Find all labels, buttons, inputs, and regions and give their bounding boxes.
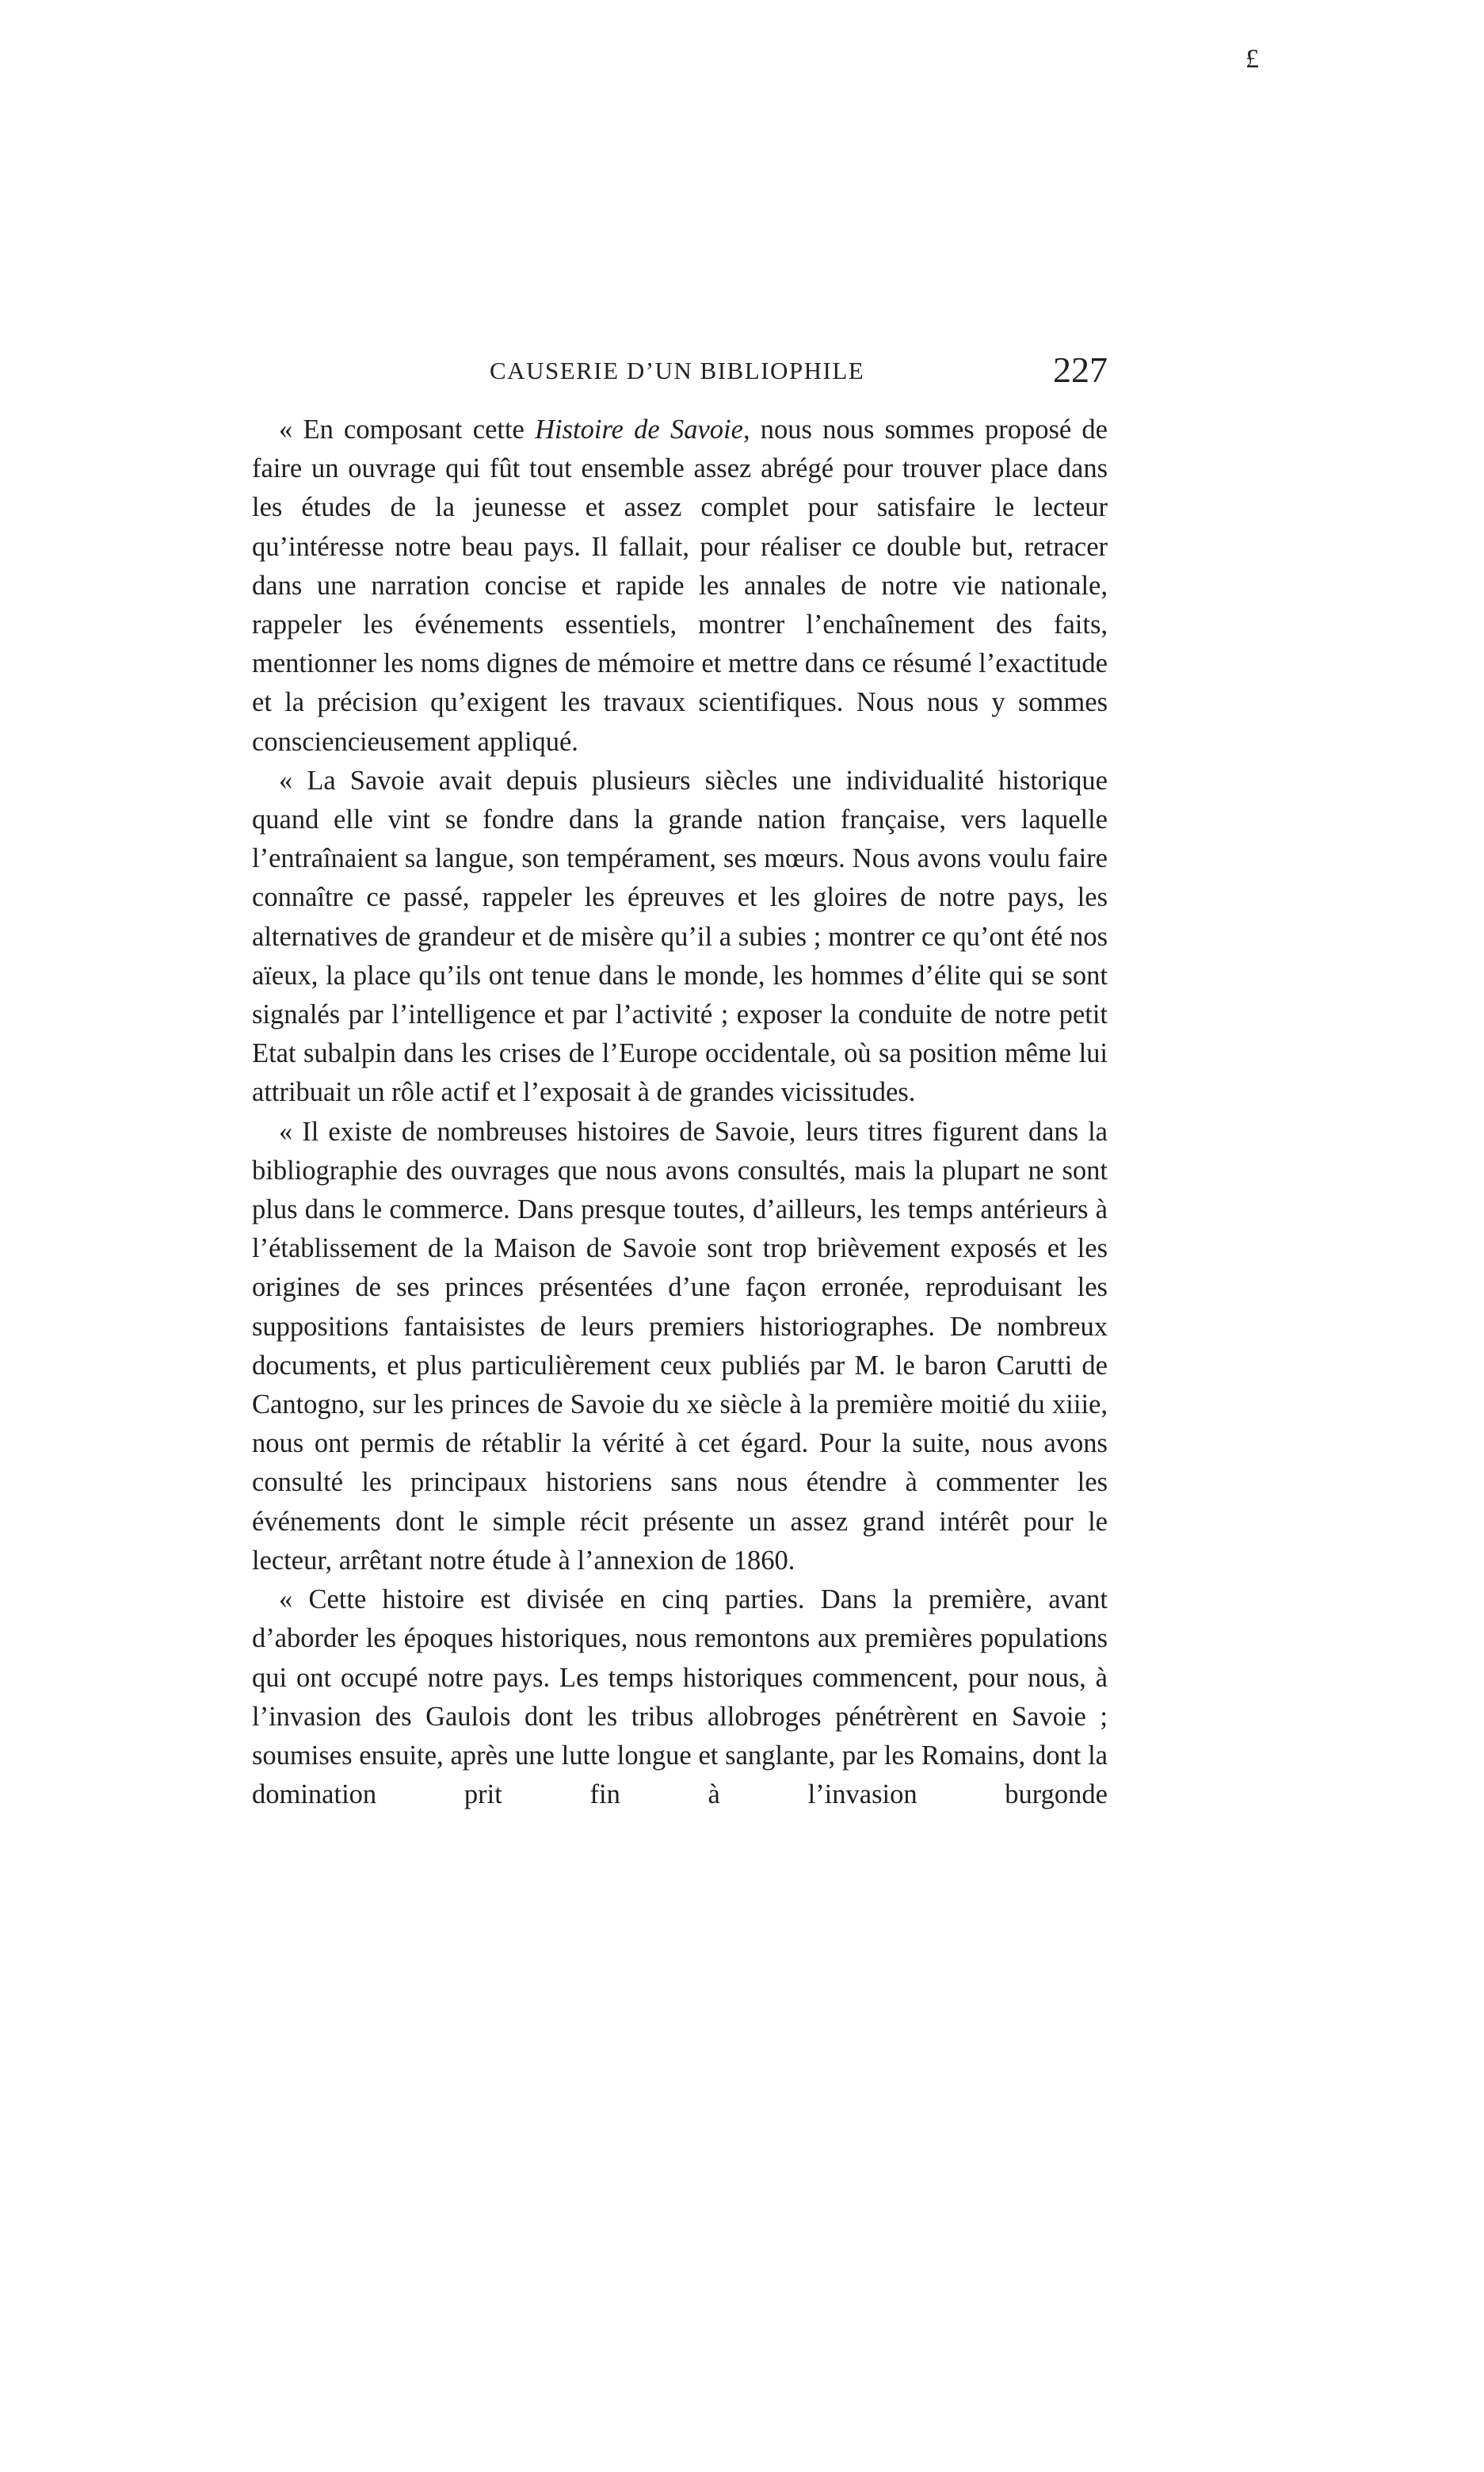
- paragraph-1-opening: « En composant cette: [279, 415, 536, 445]
- page-number: 227: [1053, 350, 1108, 390]
- paragraph-3: « Il existe de nombreuses histoires de Savoie, leurs titres figurent dans la bibliographie des ouvrages que nous avons consultés, mais la plupart ne sont plus dans le commerce. Dans presque toutes, d’ailleurs, les temps antérieurs à l’établissement de la Maison de Savoie sont trop brièvement exposés et les origines de ses princes présentées d’une façon erronée, reproduisant les suppositions fantaisistes de leurs premiers historiographes. De nombreux documents, et plus particulièrement ceux publiés par M. le baron Carutti de Cantogno, sur les princes de Savoie du xe siècle à la première moitié du xiiie, nous ont permis de rétablir la vérité à cet égard. Pour la suite, nous avons consulté les principaux historiens sans nous étendre à commenter les événements dont le simple récit présente un assez grand intérêt pour le lecteur, arrêtant notre étude à l’annexion de 1860.: [252, 1116, 1108, 1576]
- book-title-italic: Histoire de Savoie: [535, 415, 743, 445]
- paragraph-2: « La Savoie avait depuis plusieurs siècles une individualité historique quand elle vint se fondre dans la grande nation française, vers laquelle l’entraînaient sa langue, son tempérament, ses mœurs. Nous avons voulu faire connaître ce passé, rappeler les épreuves et les gloires de notre pays, les alternatives de grandeur et de misère qu’il a subies ; montrer ce qu’ont été nos aïeux, la place qu’ils ont tenue dans le monde, les hommes d’élite qui se sont signalés par l’intelligence et par l’activité ; exposer la conduite de notre petit Etat subalpin dans les crises de l’Europe occidentale, où sa position même lui attribuait un rôle actif et l’exposait à de grandes vicissitudes.: [252, 765, 1108, 1108]
- body-text: [252, 411, 1108, 1814]
- paragraph-4: « Cette histoire est divisée en cinq parties. Dans la première, avant d’aborder les époques historiques, nous remontons aux premières populations qui ont occupé notre pays. Les temps historiques commencent, pour nous, à l’invasion des Gaulois dont les tribus allobroges pénétrèrent en Savoie ; soumises ensuite, après une lutte longue et sanglante, par les Romains, dont la domination prit fin à l’invasion burgonde: [252, 1584, 1108, 1810]
- paragraph-1-rest: , nous nous sommes proposé de faire un ouvrage qui fût tout ensemble assez abrégé pour trouver place dans les études de la jeunesse et assez complet pour satisfaire le lecteur qu’intéresse notre beau pays. Il fallait, pour réaliser ce double but, retracer dans une narration concise et rapide les annales de notre vie nationale, rappeler les événements essentiels, montrer l’enchaînement des faits, mentionner les noms dignes de mémoire et mettre dans ce résumé l’exactitude et la précision qu’exigent les travaux scientifiques. Nous nous y sommes consciencieusement appliqué.: [252, 415, 1108, 757]
- corner-mark: £: [1246, 44, 1259, 74]
- running-title: CAUSERIE D’UN BIBLIOPHILE: [490, 357, 865, 384]
- paragraph-1: [252, 411, 1108, 762]
- running-header: [252, 349, 1108, 396]
